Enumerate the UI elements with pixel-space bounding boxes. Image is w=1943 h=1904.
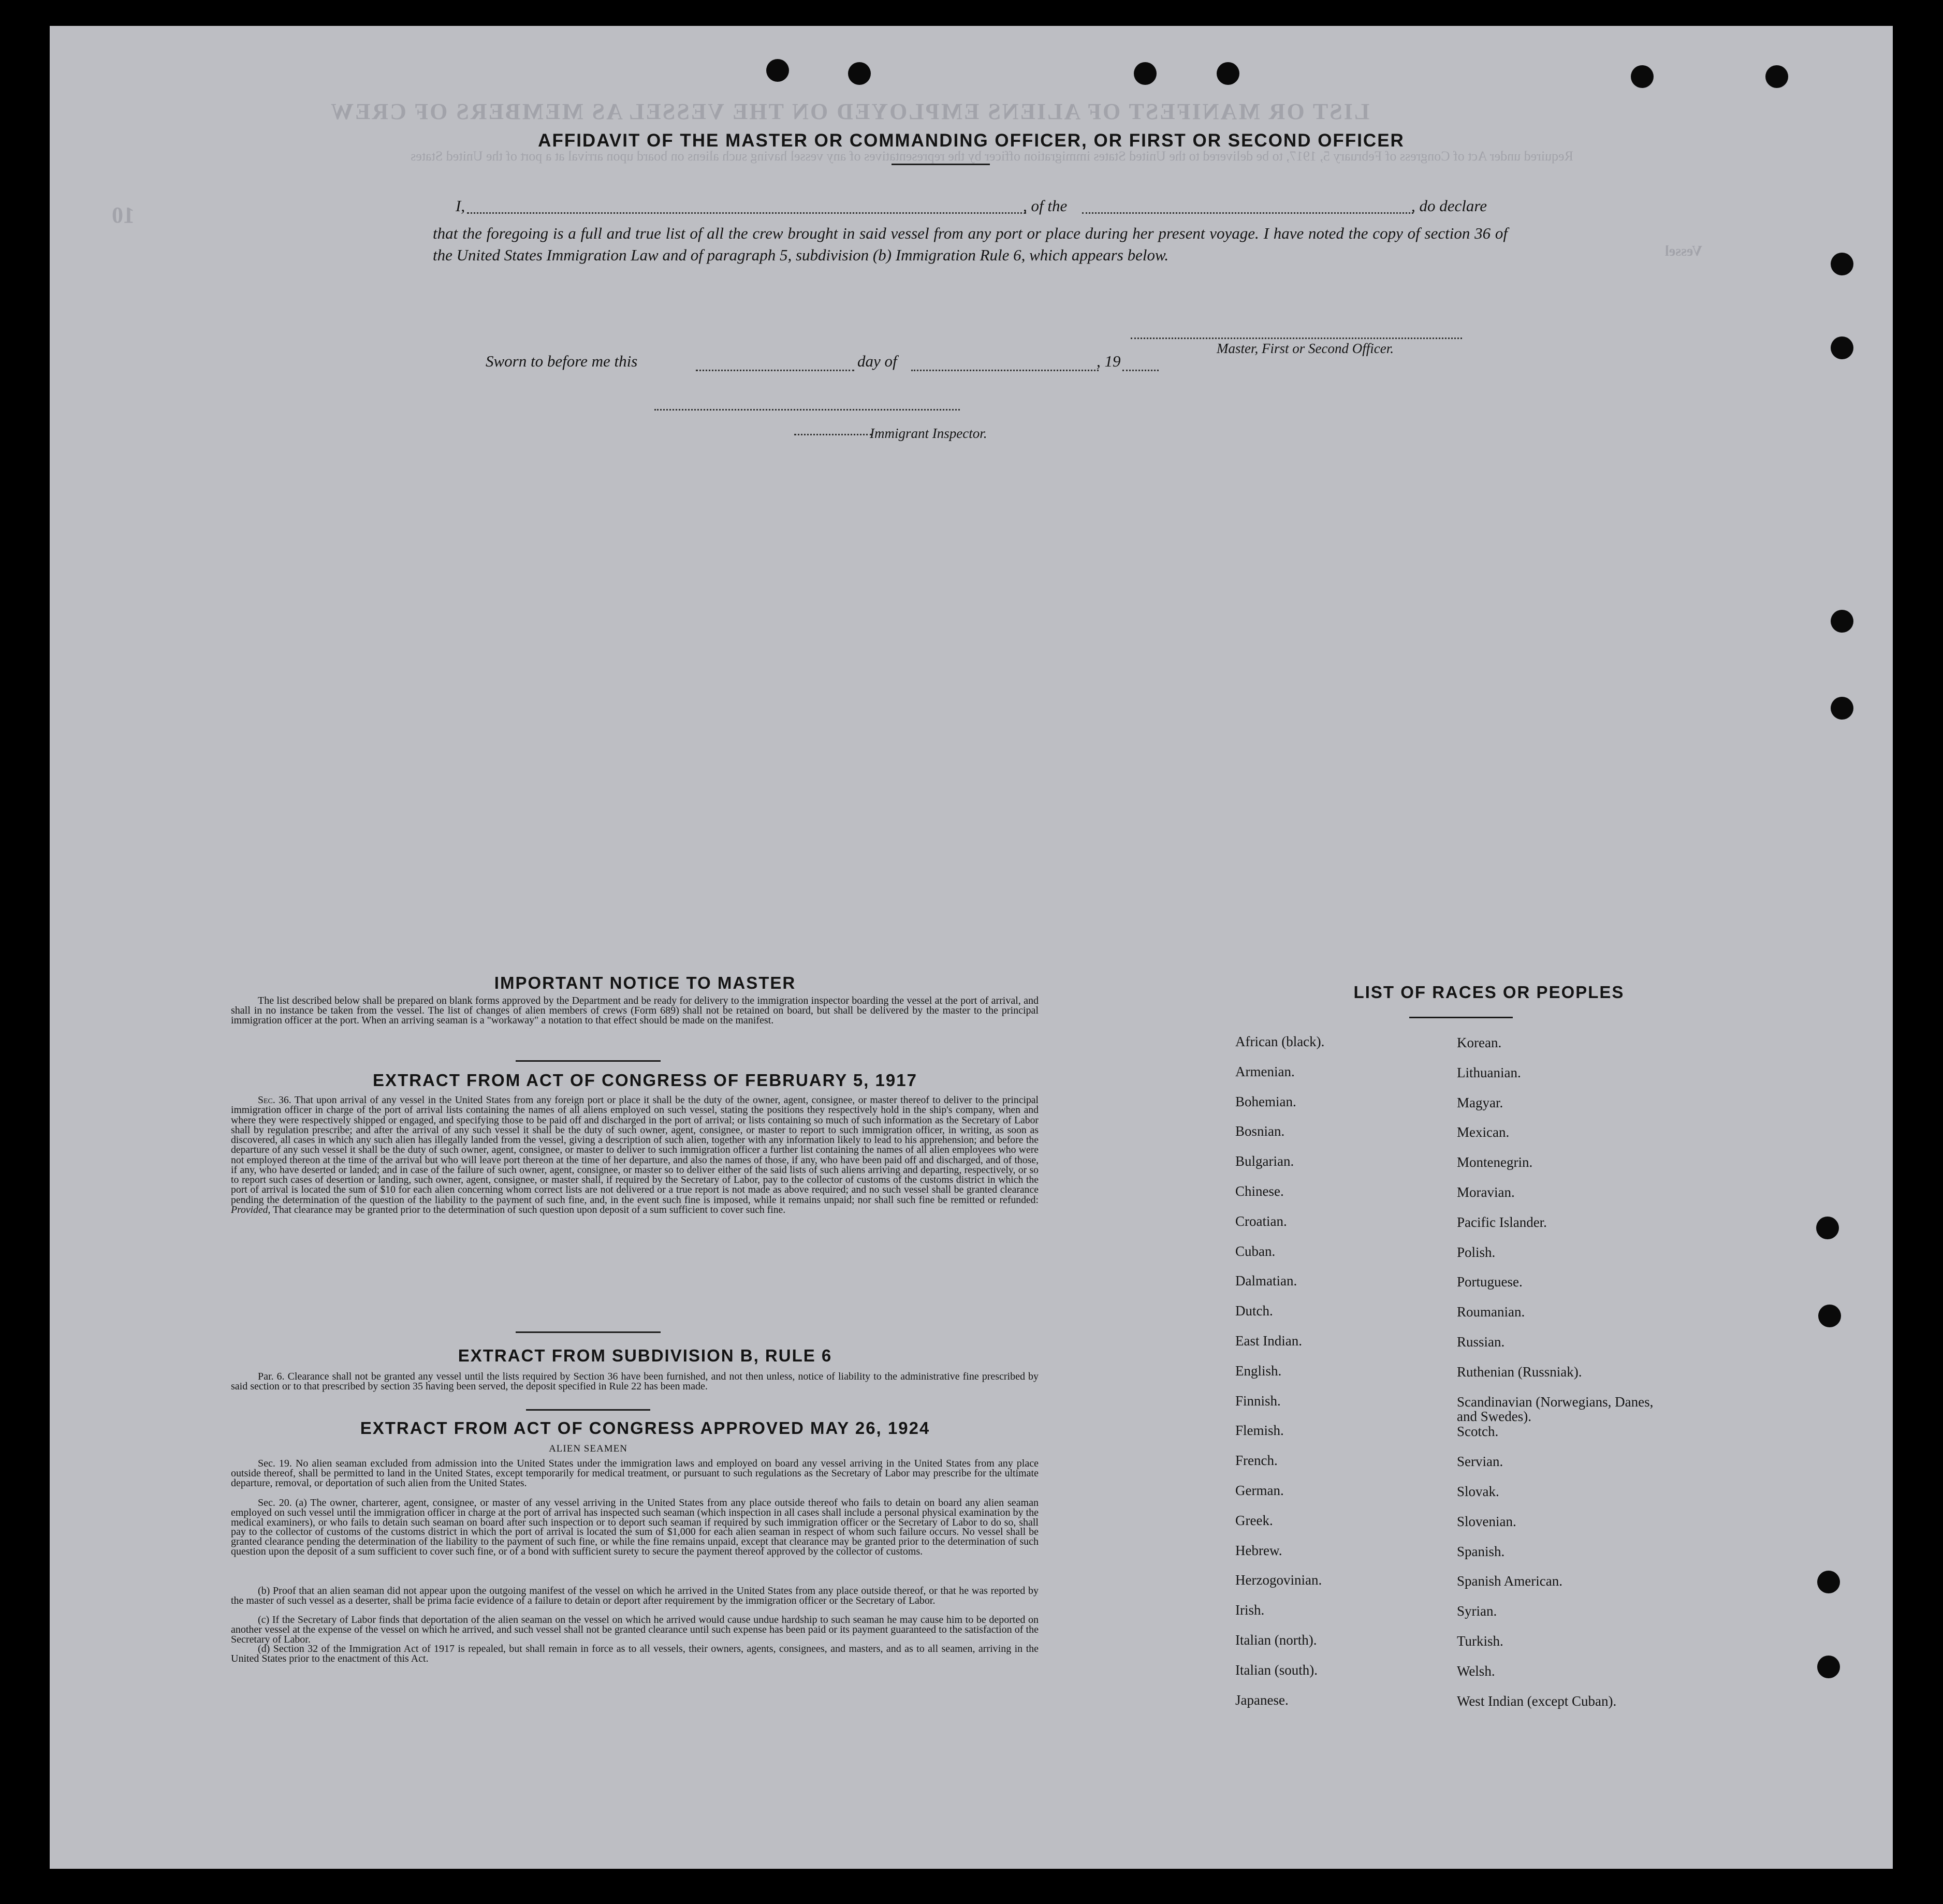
race-item: Hebrew.: [1235, 1542, 1282, 1558]
sworn-month-field[interactable]: [911, 370, 1099, 371]
race-item: Portuguese.: [1457, 1274, 1523, 1290]
declarant-name-field[interactable]: [467, 212, 1026, 214]
punch-hole: [1818, 1305, 1841, 1327]
punch-hole: [1816, 1217, 1839, 1239]
notice-text: The list described below shall be prepared on blank forms approved by the Department and be ready for delivery to the immigration inspector boarding the vessel at the port of arrival, and shall in no instance be taken from the vessel. The list of changes of alien members of crews (Form 689) shall not be retained on board, but shall be delivered by the master to the principal immigration officer at the port. When an arriving seaman is a "workaway" a notation to that effect should be made on the manifest.: [231, 995, 1039, 1027]
sworn-label: Sworn to before me this: [486, 352, 638, 370]
race-item: German.: [1235, 1482, 1284, 1498]
master-signature-field[interactable]: [1131, 338, 1462, 339]
affidavit-statement: that the foregoing is a full and true list of all the crew brought in said vessel from any port or place during her present voyage. I have noted the copy of section 36 of the United States Immigration Law and of paragraph 5, subdivision (b) Immigration Rule 6, which appears below.: [433, 224, 1508, 264]
bleed-through-subtitle: Required under Act of Congress of February 5, 1917, to be delivered to the United States immigration officer by the representatives of any vessel having such aliens on board upon arrival at a port of the United States: [411, 149, 1573, 164]
race-item: East Indian.: [1235, 1332, 1302, 1349]
race-item: Dalmatian.: [1235, 1273, 1297, 1289]
race-item: Turkish.: [1457, 1633, 1503, 1649]
punch-hole: [1831, 697, 1853, 720]
races-right-column: [1457, 1035, 1674, 1723]
extract-1924-sec20c: (c) If the Secretary of Labor finds that deportation of the alien seaman on the vessel on which he arrived would cause undue hardship to such seaman he may cause him to be deported on another vessel at the expense of the vessel on which he arrived, and such vessel shall not be granted clearance until such expense has been paid or its payment guaranteed to the satisfaction of the Secretary of Labor.: [231, 1614, 1039, 1645]
race-item: Scotch.: [1457, 1424, 1499, 1440]
extract-1924-sec20b: (b) Proof that an alien seaman did not appear upon the outgoing manifest of the vessel on which he arrived in the United States from any place outside thereof, or that he was reported by the master of such vessel as a deserter, shall be prima facie evidence of a failure to detain or deport after requirement by the immigration officer or the Secretary of Labor.: [231, 1585, 1039, 1606]
race-item: Slovenian.: [1457, 1513, 1516, 1529]
race-item: Spanish American.: [1457, 1573, 1562, 1589]
document-page: [50, 26, 1893, 1869]
title-divider: [892, 164, 990, 165]
race-item: Servian.: [1457, 1454, 1503, 1470]
inspector-signature-field[interactable]: [654, 409, 960, 411]
bleed-through-vessel: Vessel: [1665, 243, 1703, 259]
race-item: Russian.: [1457, 1334, 1505, 1350]
race-item: Japanese.: [1235, 1692, 1289, 1708]
extract-1924-title: EXTRACT FROM ACT OF CONGRESS APPROVED MAY 26, 1924: [360, 1418, 930, 1438]
sworn-day-field[interactable]: [696, 370, 854, 371]
race-item: Herzogovinian.: [1235, 1572, 1322, 1588]
race-item: Korean.: [1457, 1035, 1502, 1050]
race-item: Croatian.: [1235, 1213, 1287, 1229]
affidavit-title: AFFIDAVIT OF THE MASTER OR COMMANDING OFFICER, OR FIRST OR SECOND OFFICER: [538, 130, 1405, 151]
race-item: Welsh.: [1457, 1663, 1495, 1679]
bleed-through-number: 10: [112, 202, 135, 228]
punch-hole: [1631, 65, 1654, 88]
races-left-column: [1235, 1034, 1442, 1722]
notice-title: IMPORTANT NOTICE TO MASTER: [494, 973, 796, 992]
race-item: Syrian.: [1457, 1603, 1497, 1619]
race-item: Magyar.: [1457, 1094, 1503, 1110]
race-item: African (black).: [1235, 1034, 1325, 1049]
race-item: Italian (south).: [1235, 1662, 1318, 1678]
punch-hole: [1765, 65, 1788, 88]
inspector-label: Immigrant Inspector.: [870, 426, 987, 441]
sworn-year-field[interactable]: [1122, 370, 1159, 371]
section-number: Sec. 36.: [258, 1094, 291, 1106]
punch-hole: [1817, 1571, 1840, 1593]
punch-hole: [1134, 62, 1157, 85]
race-item: Bulgarian.: [1235, 1153, 1294, 1169]
race-item: Polish.: [1457, 1244, 1496, 1260]
race-item: French.: [1235, 1453, 1278, 1469]
race-item: Scandinavian (Norwegians, Danes, and Swedes).: [1457, 1394, 1654, 1424]
sworn-day-label: day of: [857, 352, 897, 370]
section-divider: [516, 1331, 661, 1333]
section-divider: [526, 1409, 650, 1411]
master-signature-label: Master, First or Second Officer.: [1217, 341, 1394, 356]
rule-6-text: Par. 6. Clearance shall not be granted any vessel until the lists required by Section 36 have been furnished, and not then unless, notice of liability to the administrative fine prescribed by said section or to that prescribed by section 35 having been served, the deposit specified in Rule 22 has been made.: [231, 1371, 1039, 1393]
declarant-label: I,: [456, 197, 465, 215]
punch-hole: [766, 59, 789, 82]
race-item: Montenegrin.: [1457, 1154, 1533, 1170]
race-item: Pacific Islander.: [1457, 1214, 1547, 1230]
punch-hole: [848, 62, 871, 85]
vessel-name-field[interactable]: [1082, 212, 1413, 214]
extract-1924-sec20d: (d) Section 32 of the Immigration Act of 1917 is repealed, but shall remain in force as to all vessels, their owners, agents, consignees, and masters, and as to all seamen, arriving in the United States prior to the enactment of this Act.: [231, 1643, 1039, 1664]
race-item: Bohemian.: [1235, 1093, 1296, 1109]
sworn-year-label: , 19: [1097, 352, 1121, 370]
extract-1917-text: [231, 1095, 1039, 1215]
section-divider: [516, 1060, 661, 1062]
punch-hole: [1817, 1656, 1840, 1678]
race-item: Bosnian.: [1235, 1123, 1285, 1139]
races-title: LIST OF RACES OR PEOPLES: [1353, 983, 1625, 1002]
race-item: Cuban.: [1235, 1243, 1276, 1259]
vessel-of-label: , of the: [1023, 197, 1068, 215]
punch-hole: [1217, 62, 1239, 85]
section-body: That upon arrival of any vessel in the United States from any foreign port or place it shall be the duty of the owner, agent, consignee, or master thereof to deliver to the principal immigration officer in charge of the port of arrival lists containing the names of all aliens employed on such vessel, stating the positions they respectively hold in the ship's company, when and where they were respectively shipped or engaged, and specifying those to be paid off and discharged in the port of arrival; or lists containing so much of such information as the Secretary of Labor shall by regulation prescribe; and after the arrival of any such vessel it shall be the duty of such owner, agent, consignee, or master to report to such immigration officer, in writing, as soon as discovered, all cases in which any such alien has illegally landed from the vessel, giving a description of such alien, together with any information likely to lead to his apprehension; and before the departure of any such vessel it shall be the duty of such owner, agent, consignee, or master to deliver to such immigration officer a further list containing the names of all alien employees who were not employed thereon at the time of the arrival but who will leave port thereon at the time of her departure, and also the names of those, if any, who have been paid off and discharged, and of those, if any, who have deserted or landed; and in case of the failure of such owner, agent, consignee, or master so to deliver either of the said lists of such aliens arriving and departing, respectively, or so to report such cases of desertion or landing, such owner, agent, consignee, or master shall, if required by the Secretary of Labor, pay to the collector of customs of the customs district in which the port of arrival is located the sum of $10 for each alien concerning whom correct lists are not delivered or a true report is not made as above required; and no such vessel shall be granted clearance pending the determination of the question of the liability to the payment of such fine, and, in the event such fine is imposed, while it remains unpaid; nor shall such fine be remitted or refunded:: [231, 1094, 1039, 1206]
race-item: Slovak.: [1457, 1483, 1499, 1499]
race-item: Chinese.: [1235, 1183, 1284, 1199]
section-tail: That clearance may be granted prior to the determination of such question upon deposit of a sum sufficient to cover such fine.: [272, 1204, 786, 1215]
race-item: Dutch.: [1235, 1303, 1273, 1319]
race-item: Lithuanian.: [1457, 1064, 1521, 1080]
race-item: Moravian.: [1457, 1184, 1515, 1200]
punch-hole: [1831, 253, 1853, 275]
race-item: Roumanian.: [1457, 1304, 1525, 1320]
race-item: Greek.: [1235, 1512, 1273, 1528]
bleed-through-title: LIST OR MANIFEST OF ALIENS EMPLOYED ON THE VESSEL AS MEMBERS OF CREW: [329, 99, 1370, 124]
proviso: Provided,: [231, 1204, 271, 1215]
races-divider: [1409, 1017, 1513, 1018]
race-item: English.: [1235, 1363, 1282, 1379]
race-item: Irish.: [1235, 1602, 1265, 1618]
race-item: Armenian.: [1235, 1063, 1295, 1079]
race-item: Finnish.: [1235, 1393, 1281, 1409]
extract-1924-sec20a: Sec. 20. (a) The owner, charterer, agent, consignee, or master of any vessel arriving in the United States from any place outside thereof who fails to detain on board any alien seaman employed on such vessel until the immigration officer in charge at the port of arrival has inspected such seaman (which inspection in all cases shall include a personal physical examination by the medical examiners), or who fails to detain such seaman on board after such inspection or to deport such seaman if required by such immigration officer or the Secretary of Labor to do so, shall pay to the collector of customs of the customs district in which the port of arrival is located the sum of $1,000 for each alien seaman in respect of whom such failure occurs. No vessel shall be granted clearance pending the determination of the liability to the payment of such fine, or while the fine remains unpaid, except that clearance may be granted prior to the determination of such question upon the deposit of a sum sufficient to cover such fine, or of a bond with sufficient surety to secure the payment thereof approved by the collector of customs.: [231, 1497, 1039, 1557]
inspector-name-field[interactable]: [794, 434, 872, 435]
race-item: West Indian (except Cuban).: [1457, 1693, 1617, 1709]
declare-label: , do declare: [1411, 197, 1487, 215]
punch-hole: [1831, 336, 1853, 359]
race-item: Mexican.: [1457, 1124, 1510, 1140]
race-item: Spanish.: [1457, 1543, 1505, 1559]
punch-hole: [1831, 610, 1853, 633]
rule-6-title: EXTRACT FROM SUBDIVISION B, RULE 6: [458, 1346, 832, 1365]
race-item: Italian (north).: [1235, 1632, 1317, 1648]
extract-1924-sec19: Sec. 19. No alien seaman excluded from admission into the United States under the immigration laws and employed on board any vessel arriving in the United States from any place outside thereof, shall be permitted to land in the United States, except temporarily for medical treatment, or pursuant to such regulations as the Secretary of Labor may prescribe for the ultimate departure, removal, or deportation of such alien from the United States.: [231, 1458, 1039, 1489]
extract-1917-title: EXTRACT FROM ACT OF CONGRESS OF FEBRUARY 5, 1917: [373, 1071, 917, 1090]
alien-seamen-subtitle: ALIEN SEAMEN: [549, 1443, 627, 1454]
race-item: Flemish.: [1235, 1423, 1284, 1439]
race-item: Ruthenian (Russniak).: [1457, 1364, 1582, 1380]
